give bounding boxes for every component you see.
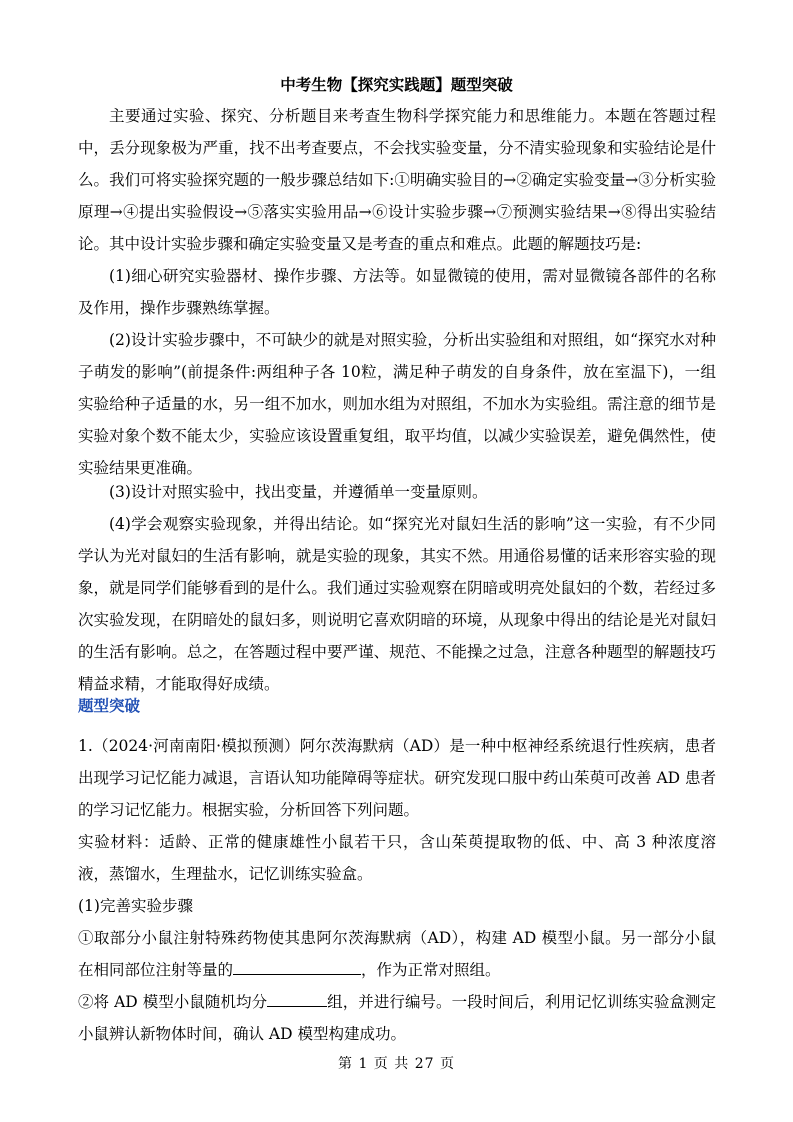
step-2-text-b: 组，并进行编号。一段时间后，利用记忆训练实验盒测定小鼠辨认新物体时间，确认 AD 模型构建成功。 [78,993,716,1043]
page-footer: 第 1 页 共 27 页 [338,1056,455,1072]
sub-question-1: (1)完善实验步骤 [78,897,193,915]
answer-blank-2[interactable] [267,988,327,1007]
question-stem: 1.（2024·河南南阳·模拟预测）阿尔茨海默病（AD）是一种中枢神经系统退行性疾病，患者出现学习记忆能力减退，言语认知功能障碍等症状。研究发现口服中药山茱萸可改善 AD 患者的学习记忆能力。根据实验，分析回答下列问题。 [78,737,716,819]
step-2-text-a: ②将 AD 模型小鼠随机均分 [78,993,268,1011]
intro-paragraph-3: (2)设计实验步骤中，不可缺少的就是对照实验，分析出实验组和对照组，如“探究水对种子萌发的影响”(前提条件:两组种子各 10粒，满足种子萌发的自身条件，放在室温下)，一组实验给种子适量的水，另一组不加水，则加水组为对照组，不加水为实验组。需注意的细节是实验对象个数不能太少，实验应该设置重复组，取平均值，以减少实验误差，避免偶然性，使实验结果更准确。 [78,331,716,477]
intro-paragraph-4: (3)设计对照实验中，找出变量，并遵循单一变量原则。 [109,483,488,501]
intro-paragraph-5: (4)学会观察实验现象，并得出结论。如“探究光对鼠妇生活的影响”这一实验，有不少同学认为光对鼠妇的生活有影响，就是实验的现象，其实不然。用通俗易懂的话来形容实验的现象，就是同学们能够看到的是什么。我们通过实验观察在阴暗或明亮处鼠妇的个数，若经过多次实验发现，在阴暗处的鼠妇多，则说明它喜欢阴暗的环境，从现象中得出的结论是光对鼠妇的生活有影响。总之，在答题过程中要严谨、规范、不能操之过急，注意各种题型的解题技巧精益求精，才能取得好成绩。 [78,515,716,693]
intro-paragraph-1: 主要通过实验、探究、分析题目来考查生物科学探究能力和思维能力。本题在答题过程中，丢分现象极为严重，找不出考查要点，不会找实验变量，分不清实验现象和实验结论是什么。我们可将实验探究题的一般步骤总结如下:①明确实验目的→②确定实验变量→③分析实验原理→④提出实验假设→⑤落实实验用品→⑥设计实验步骤→⑦预测实验结果→⑧得出实验结论。其中设计实验步骤和确定实验变量又是考查的重点和难点。此题的解题技巧是: [78,107,716,253]
intro-paragraph-2: (1)细心研究实验器材、操作步骤、方法等。如显微镜的使用，需对显微镜各部件的名称及作用，操作步骤熟练掌握。 [78,267,716,317]
step-1-text-b: ，作为正常对照组。 [361,961,501,979]
document-title: 中考生物【探究实践题】题型突破 [280,76,513,94]
section-heading: 题型突破 [78,697,141,715]
step-2 [78,986,716,1050]
experiment-materials: 实验材料：适龄、正常的健康雄性小鼠若干只，含山茱萸提取物的低、中、高 3 种浓度溶液，蒸馏水，生理盐水，记忆训练实验盒。 [78,833,716,883]
step-1 [78,922,716,986]
answer-blank-1[interactable] [233,956,361,975]
step-1-text-a: ①取部分小鼠注射特殊药物使其患阿尔茨海默病（AD），构建 AD 模型小鼠。另一部分小鼠在相同部位注射等量的 [78,929,716,979]
